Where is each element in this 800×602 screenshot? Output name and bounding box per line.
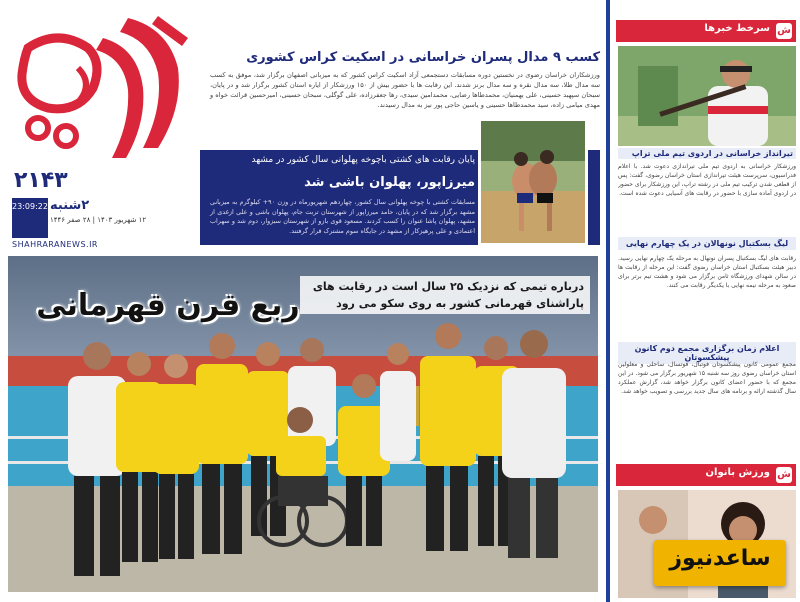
basketball-body: رقابت های لیگ بسکتبال پسران نونهال به مرحله یک چهارم نهایی رسید. دبیر هیئت بسکتبال استان خراسان رضوی گفت: این مرحله از رقابت ها در سالن شهدای ورزشگاه ثامن برگزار می شود و هشت تیم برتر برای صعود به مرحله نیمه نهایی با یکدیگر رقابت می کنند. <box>618 255 796 289</box>
wrestling-pre-title: پایان رقابت های کشتی باچوخه پهلوانی سال کشور در مشهد <box>251 155 475 165</box>
main-story-title: ربع قرن قهرمانی <box>36 288 300 323</box>
women-sports-header <box>616 464 796 486</box>
saednews-watermark <box>654 540 786 586</box>
shooter-illustration <box>618 46 796 146</box>
veterans-subhead: اعلام زمان برگزاری مجمع دوم کانون پیشکسوتان <box>618 342 796 364</box>
swimming-body: ورزشکاران خراسان رضوی در نخستین دوره مسابقات دستجمعی آزاد اسکیت کراس کشور که به میزبانی اصفهان برگزار شد، موفق به کسب سه مدال طلا، سه مدال نقره و سه مدال برنز شدند. این رقابت ها با حضور بیش از ۱۵۰ ورزشکار از ایاره استان کشور برگزار شد و در پایان، سبحان سپهبد حسینی، علی بهمنیان، محمدطاها رضایی، محمدامین سیدی، رها جعفرزاده، علی گوگلی، سبحان حسینی، امیرحسین قرائت خواه و مهدی میامی زاده، سید محمدطاها حسینی و یاسین حاجی پور نیز به مدال رسیدند. <box>210 71 600 109</box>
date-box <box>12 198 48 238</box>
news-headlines-label: سرخط خبرها <box>704 23 770 34</box>
shooter-body: ورزشکار خراسانی به اردوی تیم ملی تیراندازی دعوت شد. با اعلام فدراسیون، سرپرست هیئت تیراندازی استان خراسان رضوی، گفت: پس از قطعی شدن ترکیب تیم ملی در رشته تراپ، این ورزشکار برای حضور در اردوی آماده سازی با حضور در رقابت های آسیایی دعوت شده است. <box>618 163 796 197</box>
shooter-caption: تیرانداز خراسانی در اردوی تیم ملی تراپ <box>618 148 796 159</box>
wrestling-body: مسابقات کشتی با چوخه پهلوانی سال کشور، چهاردهم شهریورماه در وزن ۹۰+ کیلوگرم به میزبانی مشهد برگزار شد که در پایان، حامد میرزاپور از شهرستان تربت جام، پهلوان باشی و علی ازغدی از مشهد، پهلوان پاشا عنوان را کسب کردند. مسعود قوی بازو از شهرستان سبزوار، دوم شد و سهراب اعتمادی و علی پرهیزکار از مشهد در جایگاه سوم مشترک قرار گرفتند. <box>210 198 475 235</box>
veterans-body: مجمع عمومی کانون پیشکسوتان فوتبال، فوتسال، ساحلی و معلولین استان خراسان رضوی روز سه شنبه ۱۵ شهریور برگزار می شود. در این مجمع که با حضور اعضای کانون برگزار خواهد شد، گزارش عملکرد سال گذشته ارائه و برنامه های سال جدید بررسی و تصویب خواهد شد. <box>618 361 796 395</box>
wrestlers-illustration <box>481 121 585 243</box>
wrestling-photo <box>478 118 588 246</box>
date-line: ۱۲ شهریور ۱۴۰۳ | ۲۸ صفر ۱۴۴۶ <box>50 216 147 224</box>
column-divider <box>606 0 610 602</box>
issue-number: ۲۱۴۳ <box>14 168 68 193</box>
brand-mark-icon-2: ش <box>776 467 792 483</box>
wrestling-title: میرزاپور، پهلوان باشی شد <box>304 175 475 190</box>
brand-mark-icon: ش <box>776 23 792 39</box>
weekday: ۲شنبه <box>50 198 90 213</box>
swimming-headline: کسب ۹ مدال پسران خراسانی در اسکیت کراس کشوری <box>246 50 600 65</box>
watermark-text: ساعدنیوز <box>669 546 771 571</box>
date-box-value: 23:09:22 <box>12 202 48 211</box>
shahrara-logo <box>8 8 198 168</box>
basketball-subhead: لیگ بسکتبال نونهالان در یک چهارم نهایی <box>618 237 796 250</box>
shooter-photo <box>618 46 796 146</box>
masthead <box>8 8 198 248</box>
women-sports-label: ورزش بانوان <box>705 467 770 478</box>
main-story-pre-title: درباره تیمی که نزدیک ۲۵ سال است در رقابت های پاراشنای قهرمانی کشور به روی سکو می رود <box>300 276 590 314</box>
news-headlines-header <box>616 20 796 42</box>
site-url[interactable]: SHAHRARANEWS.IR <box>12 240 98 249</box>
